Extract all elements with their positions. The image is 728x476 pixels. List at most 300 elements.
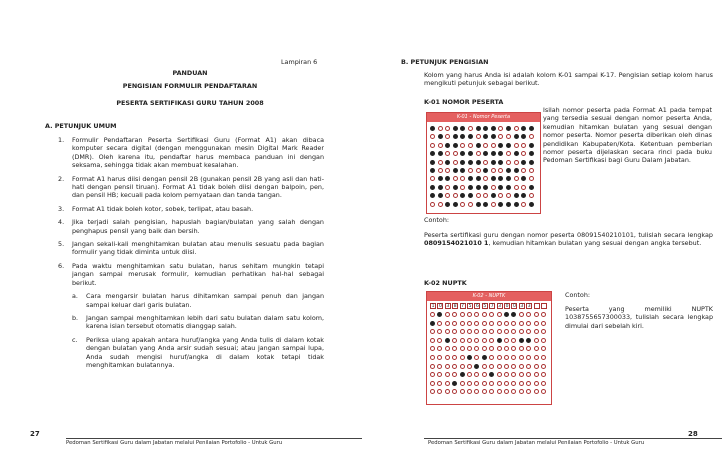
bubble bbox=[514, 143, 519, 148]
bubble bbox=[483, 151, 488, 156]
bubble bbox=[519, 355, 524, 360]
bubble bbox=[514, 151, 519, 156]
bubble bbox=[506, 134, 511, 139]
bubble bbox=[460, 312, 465, 317]
k02-heading: K-02 NUPTK bbox=[424, 279, 467, 287]
bubble bbox=[460, 168, 465, 173]
bubble bbox=[467, 389, 472, 394]
k02-digit-box: 1 bbox=[431, 304, 435, 309]
bubble bbox=[460, 134, 465, 139]
bubble bbox=[452, 364, 457, 369]
bubble bbox=[467, 312, 472, 317]
bubble bbox=[476, 193, 481, 198]
bubble bbox=[430, 185, 435, 190]
bubble bbox=[491, 151, 496, 156]
bubble bbox=[430, 355, 435, 360]
bubble bbox=[467, 329, 472, 334]
bubble bbox=[526, 329, 531, 334]
bubble bbox=[467, 372, 472, 377]
bubble bbox=[453, 151, 458, 156]
bubble bbox=[452, 381, 457, 386]
bubble bbox=[521, 160, 526, 165]
bubble bbox=[483, 193, 488, 198]
bubble bbox=[519, 321, 524, 326]
bubble bbox=[452, 346, 457, 351]
bubble bbox=[437, 389, 442, 394]
bubble bbox=[541, 346, 546, 351]
bubble bbox=[497, 364, 502, 369]
bubble bbox=[497, 389, 502, 394]
bubble bbox=[468, 168, 473, 173]
bubble bbox=[438, 176, 443, 181]
bubble bbox=[474, 338, 479, 343]
bubble bbox=[498, 193, 503, 198]
bubble bbox=[437, 321, 442, 326]
bubble bbox=[504, 372, 509, 377]
list-item: 3. Format A1 tidak boleh kotor, sobek, terlipat, atau basah. bbox=[58, 204, 254, 213]
bubble bbox=[526, 338, 531, 343]
bubble bbox=[483, 202, 488, 207]
bubble bbox=[511, 364, 516, 369]
bubble bbox=[541, 381, 546, 386]
k02-digit-box bbox=[534, 303, 540, 309]
bubble bbox=[529, 126, 534, 131]
bubble bbox=[498, 176, 503, 181]
bubble bbox=[498, 160, 503, 165]
k01-instruction: Isilah nomor peserta pada Format A1 pada tempat yang tersedia sesuai dengan nomor peserta Anda, kemudian hitamkan bulatan yang sesuai dengan nomor peserta. Nomor peserta diberikan oleh dinas pendidikan Kabupaten/Kota. Ketentuan pemberian nomor peserta dijelaskan secara rinci pada buku Pedoman Sertifikasi bagi Guru Dalam Jabatan. bbox=[543, 106, 712, 165]
k02-digit-box: 3 bbox=[527, 304, 531, 309]
bubble bbox=[474, 389, 479, 394]
bubble bbox=[460, 202, 465, 207]
bubble bbox=[474, 381, 479, 386]
bubble bbox=[453, 193, 458, 198]
bubble bbox=[452, 321, 457, 326]
bubble bbox=[437, 355, 442, 360]
bubble bbox=[504, 321, 509, 326]
bubble bbox=[468, 193, 473, 198]
bubble bbox=[529, 143, 534, 148]
bubble bbox=[519, 372, 524, 377]
bubble bbox=[534, 364, 539, 369]
bubble bbox=[430, 338, 435, 343]
title-pengisian: PENGISIAN FORMULIR PENDAFTARAN bbox=[122, 82, 258, 90]
k01-bubbles bbox=[430, 126, 538, 211]
bubble bbox=[526, 372, 531, 377]
bubble bbox=[474, 321, 479, 326]
bubble bbox=[521, 193, 526, 198]
bubble bbox=[438, 134, 443, 139]
contoh-label-1: Contoh: bbox=[424, 216, 450, 224]
bubble bbox=[514, 185, 519, 190]
bubble bbox=[498, 151, 503, 156]
bubble bbox=[504, 381, 509, 386]
bubble bbox=[460, 151, 465, 156]
bubble bbox=[491, 126, 496, 131]
list-item: 6. Pada waktu menghitamkan satu bulatan, harus sehitam mungkin tetapi jangan sampai merusak formulir, kemudian perhatikan hal-hal sebagai berikut. bbox=[58, 261, 324, 287]
sub-list-item: a. Cara mengarsir bulatan harus dihitamkan sampai penuh dan jangan sampai keluar dari garis bulatan. bbox=[72, 292, 324, 309]
bubble bbox=[497, 338, 502, 343]
bubble bbox=[476, 160, 481, 165]
bubble bbox=[506, 185, 511, 190]
bubble bbox=[468, 202, 473, 207]
bubble bbox=[445, 321, 450, 326]
bubble bbox=[491, 168, 496, 173]
list-item: 4. Jika terjadi salah pengisian, hapuslah bagian/bulatan yang salah dengan penghapus pensil yang baik dan bersih. bbox=[58, 218, 324, 235]
bubble bbox=[529, 193, 534, 198]
footer-left: Pedoman Sertifikasi Guru dalam Jabatan melalui Penilaian Portofolio - Untuk Guru bbox=[66, 440, 283, 446]
bubble bbox=[438, 185, 443, 190]
bubble bbox=[460, 338, 465, 343]
bubble bbox=[445, 176, 450, 181]
bubble bbox=[467, 338, 472, 343]
sub-list-item: b. Jangan sampai menghitamkan lebih dari satu bulatan dalam satu kolom, karena isian tersebut otomatis dianggap salah. bbox=[72, 313, 324, 331]
bubble bbox=[534, 329, 539, 334]
bubble bbox=[519, 338, 524, 343]
bubble bbox=[483, 176, 488, 181]
bubble bbox=[437, 381, 442, 386]
bubble bbox=[476, 151, 481, 156]
bubble bbox=[460, 364, 465, 369]
bubble bbox=[491, 202, 496, 207]
bubble bbox=[534, 321, 539, 326]
bubble bbox=[468, 143, 473, 148]
bubble bbox=[452, 372, 457, 377]
bubble bbox=[438, 143, 443, 148]
bubble bbox=[511, 329, 516, 334]
bubble bbox=[489, 372, 494, 377]
bubble bbox=[504, 338, 509, 343]
bubble bbox=[521, 134, 526, 139]
bubble bbox=[452, 312, 457, 317]
bubble bbox=[460, 389, 465, 394]
bubble bbox=[526, 346, 531, 351]
bubble bbox=[460, 372, 465, 377]
bubble bbox=[445, 126, 450, 131]
bubble bbox=[498, 202, 503, 207]
title-panduan: PANDUAN bbox=[172, 69, 208, 77]
bubble bbox=[482, 364, 487, 369]
k01-grid-label: K-01 - Nomor Peserta bbox=[427, 113, 540, 122]
bubble bbox=[521, 151, 526, 156]
bubble bbox=[506, 151, 511, 156]
bubble bbox=[519, 312, 524, 317]
bubble bbox=[445, 381, 450, 386]
intro-text: Kolom yang harus Anda isi adalah kolom K-01 sampai K-17. Pengisian setiap kolom harus mengikuti petunjuk sebagai berikut. bbox=[424, 71, 713, 88]
bubble bbox=[514, 193, 519, 198]
bubble bbox=[445, 355, 450, 360]
bubble bbox=[526, 381, 531, 386]
bubble bbox=[526, 321, 531, 326]
bubble bbox=[445, 346, 450, 351]
bubble bbox=[489, 321, 494, 326]
bubble bbox=[506, 193, 511, 198]
bubble bbox=[437, 329, 442, 334]
bubble bbox=[506, 143, 511, 148]
bubble bbox=[514, 202, 519, 207]
k02-grid-label: K-02 - NUPTK bbox=[427, 292, 551, 301]
bubble bbox=[482, 338, 487, 343]
bubble bbox=[526, 312, 531, 317]
title-peserta: PESERTA SERTIFIKASI GURU TAHUN 2008 bbox=[116, 99, 264, 107]
bubble bbox=[482, 372, 487, 377]
bubble bbox=[482, 346, 487, 351]
bubble bbox=[511, 381, 516, 386]
bubble bbox=[504, 346, 509, 351]
bubble bbox=[504, 364, 509, 369]
bubble bbox=[541, 364, 546, 369]
bubble bbox=[468, 134, 473, 139]
bubble bbox=[453, 185, 458, 190]
bubble bbox=[483, 168, 488, 173]
bubble bbox=[529, 202, 534, 207]
bubble bbox=[460, 329, 465, 334]
bubble bbox=[506, 160, 511, 165]
footer-right: Pedoman Sertifikasi Guru dalam Jabatan melalui Penilaian Portofolio - Untuk Guru bbox=[428, 440, 645, 446]
k02-digit-box: 3 bbox=[498, 304, 502, 309]
k02-digit-box: 5 bbox=[468, 304, 472, 309]
bubble bbox=[491, 160, 496, 165]
bubble bbox=[506, 126, 511, 131]
footer-rule-left bbox=[66, 438, 362, 439]
bubble bbox=[482, 355, 487, 360]
bubble bbox=[511, 372, 516, 377]
sub-list-item: c. Periksa ulang apakah antara huruf/angka yang Anda tulis di dalam kotak dengan bulatan yang Anda arsir sudah sesuai; atau jangan sampai lupa, Anda sudah mengisi huruf/angka di dalam kotak tetapi tidak menghitamkan bulatannya. bbox=[72, 335, 324, 369]
bubble bbox=[445, 151, 450, 156]
bubble bbox=[468, 126, 473, 131]
bubble bbox=[541, 338, 546, 343]
k02-digit-box: 3 bbox=[520, 304, 524, 309]
list-item: 1. Formulir Pendaftaran Peserta Sertifikasi Guru (Format A1) akan dibaca komputer secara digital (dengan menggunakan mesin Digital Mark Reader (DMR). Oleh karena itu, pendaftar harus membaca panduan ini dengan seksama, sehingga tidak akan membuat kesalahan. bbox=[58, 136, 324, 170]
bubble bbox=[438, 160, 443, 165]
bubble bbox=[437, 346, 442, 351]
bubble bbox=[504, 312, 509, 317]
bubble bbox=[476, 143, 481, 148]
bubble bbox=[529, 185, 534, 190]
bubble bbox=[506, 202, 511, 207]
bubble bbox=[489, 338, 494, 343]
bubble bbox=[514, 134, 519, 139]
bubble bbox=[534, 346, 539, 351]
bubble bbox=[468, 176, 473, 181]
bubble bbox=[497, 372, 502, 377]
bubble bbox=[453, 143, 458, 148]
bubble bbox=[526, 355, 531, 360]
k01-answer-grid bbox=[426, 112, 541, 214]
bubble bbox=[511, 321, 516, 326]
bubble bbox=[452, 355, 457, 360]
bubble bbox=[534, 355, 539, 360]
bubble bbox=[445, 193, 450, 198]
bubble bbox=[534, 389, 539, 394]
bubble bbox=[430, 364, 435, 369]
bubble bbox=[489, 346, 494, 351]
bubble bbox=[474, 346, 479, 351]
bubble bbox=[489, 329, 494, 334]
bubble bbox=[430, 346, 435, 351]
bubble bbox=[482, 329, 487, 334]
bubble bbox=[529, 151, 534, 156]
bubble bbox=[438, 202, 443, 207]
bubble bbox=[519, 346, 524, 351]
bubble bbox=[445, 143, 450, 148]
bubble bbox=[437, 312, 442, 317]
bubble bbox=[438, 151, 443, 156]
bubble bbox=[430, 321, 435, 326]
k02-digit-box: 6 bbox=[475, 304, 479, 309]
bubble bbox=[467, 321, 472, 326]
bubble bbox=[453, 176, 458, 181]
bubble bbox=[460, 321, 465, 326]
k02-digit-box: 5 bbox=[483, 304, 487, 309]
bubble bbox=[514, 168, 519, 173]
bubble bbox=[489, 355, 494, 360]
bubble bbox=[476, 134, 481, 139]
bubble bbox=[491, 176, 496, 181]
bubble bbox=[498, 168, 503, 173]
bubble bbox=[460, 126, 465, 131]
bubble bbox=[511, 355, 516, 360]
k02-digit-box: 7 bbox=[461, 304, 465, 309]
bubble bbox=[460, 346, 465, 351]
bubble bbox=[519, 364, 524, 369]
bubble bbox=[511, 338, 516, 343]
bubble bbox=[491, 134, 496, 139]
bubble bbox=[482, 389, 487, 394]
bubble bbox=[476, 176, 481, 181]
bubble bbox=[491, 185, 496, 190]
bubble bbox=[489, 364, 494, 369]
bubble bbox=[430, 143, 435, 148]
bubble bbox=[482, 321, 487, 326]
bubble bbox=[437, 364, 442, 369]
bubble bbox=[519, 329, 524, 334]
sub-list bbox=[58, 292, 324, 369]
bubble bbox=[430, 126, 435, 131]
general-instructions-list bbox=[58, 136, 324, 374]
bubble bbox=[541, 312, 546, 317]
k02-answer-grid bbox=[426, 291, 552, 405]
bubble bbox=[445, 389, 450, 394]
bubble bbox=[467, 355, 472, 360]
bubble bbox=[506, 168, 511, 173]
bubble bbox=[474, 329, 479, 334]
bubble bbox=[460, 355, 465, 360]
bubble bbox=[430, 372, 435, 377]
bubble bbox=[430, 134, 435, 139]
bubble bbox=[445, 134, 450, 139]
bubble bbox=[438, 168, 443, 173]
bubble bbox=[437, 372, 442, 377]
bubble bbox=[460, 185, 465, 190]
section-a-heading: A. PETUNJUK UMUM bbox=[45, 122, 117, 130]
page-number-right: 28 bbox=[688, 430, 698, 438]
bubble bbox=[497, 321, 502, 326]
bubble bbox=[452, 329, 457, 334]
bubble bbox=[483, 126, 488, 131]
bubble bbox=[474, 372, 479, 377]
bubble bbox=[430, 151, 435, 156]
bubble bbox=[467, 364, 472, 369]
bubble bbox=[437, 338, 442, 343]
bubble bbox=[467, 346, 472, 351]
bubble bbox=[534, 381, 539, 386]
lampiran-label: Lampiran 6 bbox=[281, 58, 318, 66]
bubble bbox=[452, 389, 457, 394]
bubble bbox=[482, 312, 487, 317]
bubble bbox=[519, 389, 524, 394]
contoh-label-2: Contoh: bbox=[565, 291, 591, 299]
bubble bbox=[445, 185, 450, 190]
bubble bbox=[526, 389, 531, 394]
bubble bbox=[483, 160, 488, 165]
bubble bbox=[526, 364, 531, 369]
bubble bbox=[506, 176, 511, 181]
bubble bbox=[482, 381, 487, 386]
bubble bbox=[483, 143, 488, 148]
bubble bbox=[534, 312, 539, 317]
bubble bbox=[498, 143, 503, 148]
k02-digit-boxes bbox=[430, 303, 550, 310]
bubble bbox=[445, 160, 450, 165]
bubble bbox=[430, 329, 435, 334]
bubble bbox=[460, 143, 465, 148]
bubble bbox=[452, 338, 457, 343]
contoh-text-1: Peserta sertifikasi guru dengan nomor peserta 08091540210101, tulislah secara lengkap 0809154021010 1, kemudian hitamkan bulatan yang sesuai dengan angka tersebut. bbox=[424, 231, 713, 248]
bubble bbox=[529, 134, 534, 139]
bubble bbox=[511, 346, 516, 351]
bubble bbox=[514, 126, 519, 131]
bubble bbox=[438, 126, 443, 131]
bubble bbox=[430, 312, 435, 317]
bubble bbox=[468, 151, 473, 156]
footer-rule-right bbox=[424, 438, 722, 439]
bubble bbox=[519, 381, 524, 386]
k02-digit-box: 3 bbox=[446, 304, 450, 309]
bubble bbox=[453, 202, 458, 207]
bubble bbox=[521, 176, 526, 181]
bubble bbox=[430, 389, 435, 394]
bubble bbox=[521, 185, 526, 190]
bubble bbox=[445, 312, 450, 317]
bubble bbox=[476, 185, 481, 190]
k02-digit-box: 8 bbox=[453, 304, 457, 309]
k02-digit-box: 0 bbox=[438, 304, 442, 309]
bubble bbox=[445, 202, 450, 207]
k02-digit-box: 0 bbox=[512, 304, 516, 309]
bubble bbox=[541, 329, 546, 334]
bubble bbox=[445, 168, 450, 173]
bubble bbox=[430, 193, 435, 198]
bubble bbox=[541, 389, 546, 394]
bubble bbox=[497, 312, 502, 317]
bubble bbox=[476, 168, 481, 173]
bubble bbox=[445, 329, 450, 334]
bubble bbox=[529, 160, 534, 165]
bubble bbox=[529, 176, 534, 181]
bubble bbox=[498, 126, 503, 131]
bubble bbox=[460, 381, 465, 386]
bubble bbox=[489, 312, 494, 317]
bubble bbox=[541, 355, 546, 360]
bubble bbox=[438, 193, 443, 198]
bubble bbox=[483, 134, 488, 139]
bubble bbox=[483, 185, 488, 190]
bubble bbox=[460, 160, 465, 165]
bubble bbox=[504, 389, 509, 394]
bubble bbox=[453, 134, 458, 139]
bubble bbox=[460, 193, 465, 198]
k02-digit-box: 0 bbox=[505, 304, 509, 309]
